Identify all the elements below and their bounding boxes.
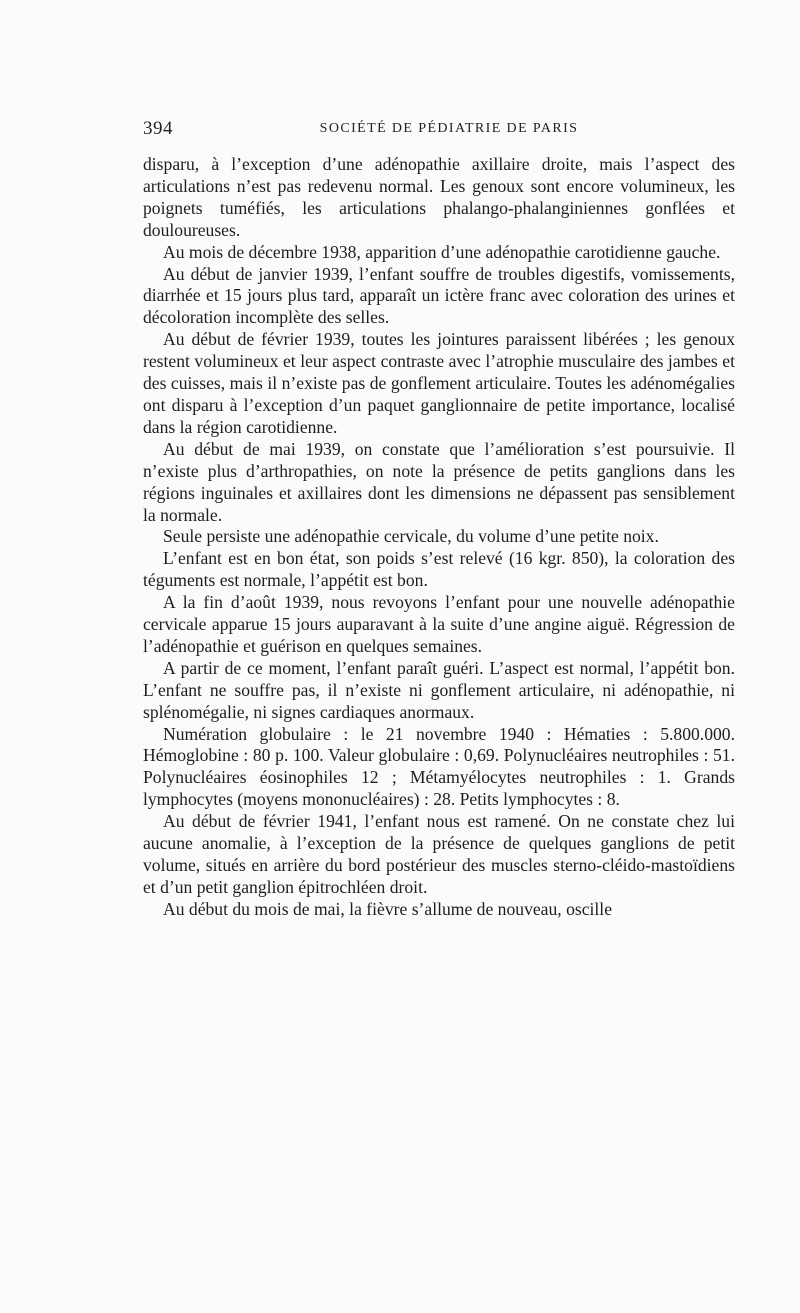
paragraph: A la fin d’août 1939, nous revoyons l’enfant pour une nouvelle adénopathie cervicale apparue 15 jours auparavant à la suite d’une angine aiguë. Régression de l’adénopathie et guérison en quelques semaines.: [143, 592, 735, 656]
paragraph: A partir de ce moment, l’enfant paraît guéri. L’aspect est normal, l’appétit bon. L’enfant ne souffre pas, il n’existe ni gonflement articulaire, ni adénopathie, ni splénomégalie, ni signes cardiaques anormaux.: [143, 657, 735, 722]
paragraph: Seule persiste une adénopathie cervicale, du volume d’une petite noix.: [163, 526, 659, 547]
paragraph: Au début de février 1939, toutes les jointures paraissent libérées ; les genoux restent volumineux et leur aspect contraste avec l’atrophie musculaire des jambes et des cuisses, mais il n’existe pas de gonflement articulaire. Toutes les adénomégalies ont disparu à l’exception d’un paquet ganglionnaire de petite importance, localisé dans la région carotidienne.: [143, 329, 735, 437]
paragraph: Au début du mois de mai, la fièvre s’allume de nouveau, oscille: [163, 898, 613, 919]
paragraph-continuation: disparu, à l’exception d’une adénopathie axillaire droite, mais l’aspect des articulations n’est pas redevenu normal. Les genoux sont encore volumineux, les poignets tuméfiés, les articulations phalango-phalanginiennes gonflées et douloureuses.: [143, 154, 735, 240]
paragraph: Numération globulaire : le 21 novembre 1940 : Hématies : 5.800.000. Hémoglobine : 80 p. 100. Valeur globulaire : 0,69. Polynucléaires neutrophiles : 51. Polynucléaires éosinophiles 12 ; Métamyélocytes neutrophiles : 1. Grands lymphocytes (moyens mononucléaires) : 28. Petits lymphocytes : 8.: [143, 723, 735, 810]
running-title: SOCIÉTÉ DE PÉDIATRIE DE PARIS: [319, 121, 579, 136]
paragraph: Au début de janvier 1939, l’enfant souffre de troubles digestifs, vomissements, diarrhée et 15 jours plus tard, apparaît un ictère franc avec coloration des urines et décoloration incomplète des selles.: [143, 263, 735, 328]
paragraph: Au mois de décembre 1938, apparition d’une adénopathie carotidienne gauche.: [163, 241, 721, 262]
paragraph: Au début de février 1941, l’enfant nous est ramené. On ne constate chez lui aucune anomalie, à l’exception de la présence de quelques ganglions de petit volume, situés en arrière du bord postérieur des muscles sterno-cléido-mastoïdiens et d’un petit ganglion épitrochléen droit.: [143, 811, 735, 897]
paragraph: Au début de mai 1939, on constate que l’amélioration s’est poursuivie. Il n’existe plus d’arthropathies, on note la présence de petits ganglions dans les régions inguinales et axillaires dont les dimensions ne dépassent pas sensiblement la normale.: [143, 438, 735, 525]
paragraph: L’enfant est en bon état, son poids s’est relevé (16 kgr. 850), la coloration des téguments est normale, l’appétit est bon.: [143, 548, 735, 591]
body-text: [143, 154, 735, 921]
page-number: 394: [143, 118, 173, 139]
running-header: [143, 118, 735, 142]
